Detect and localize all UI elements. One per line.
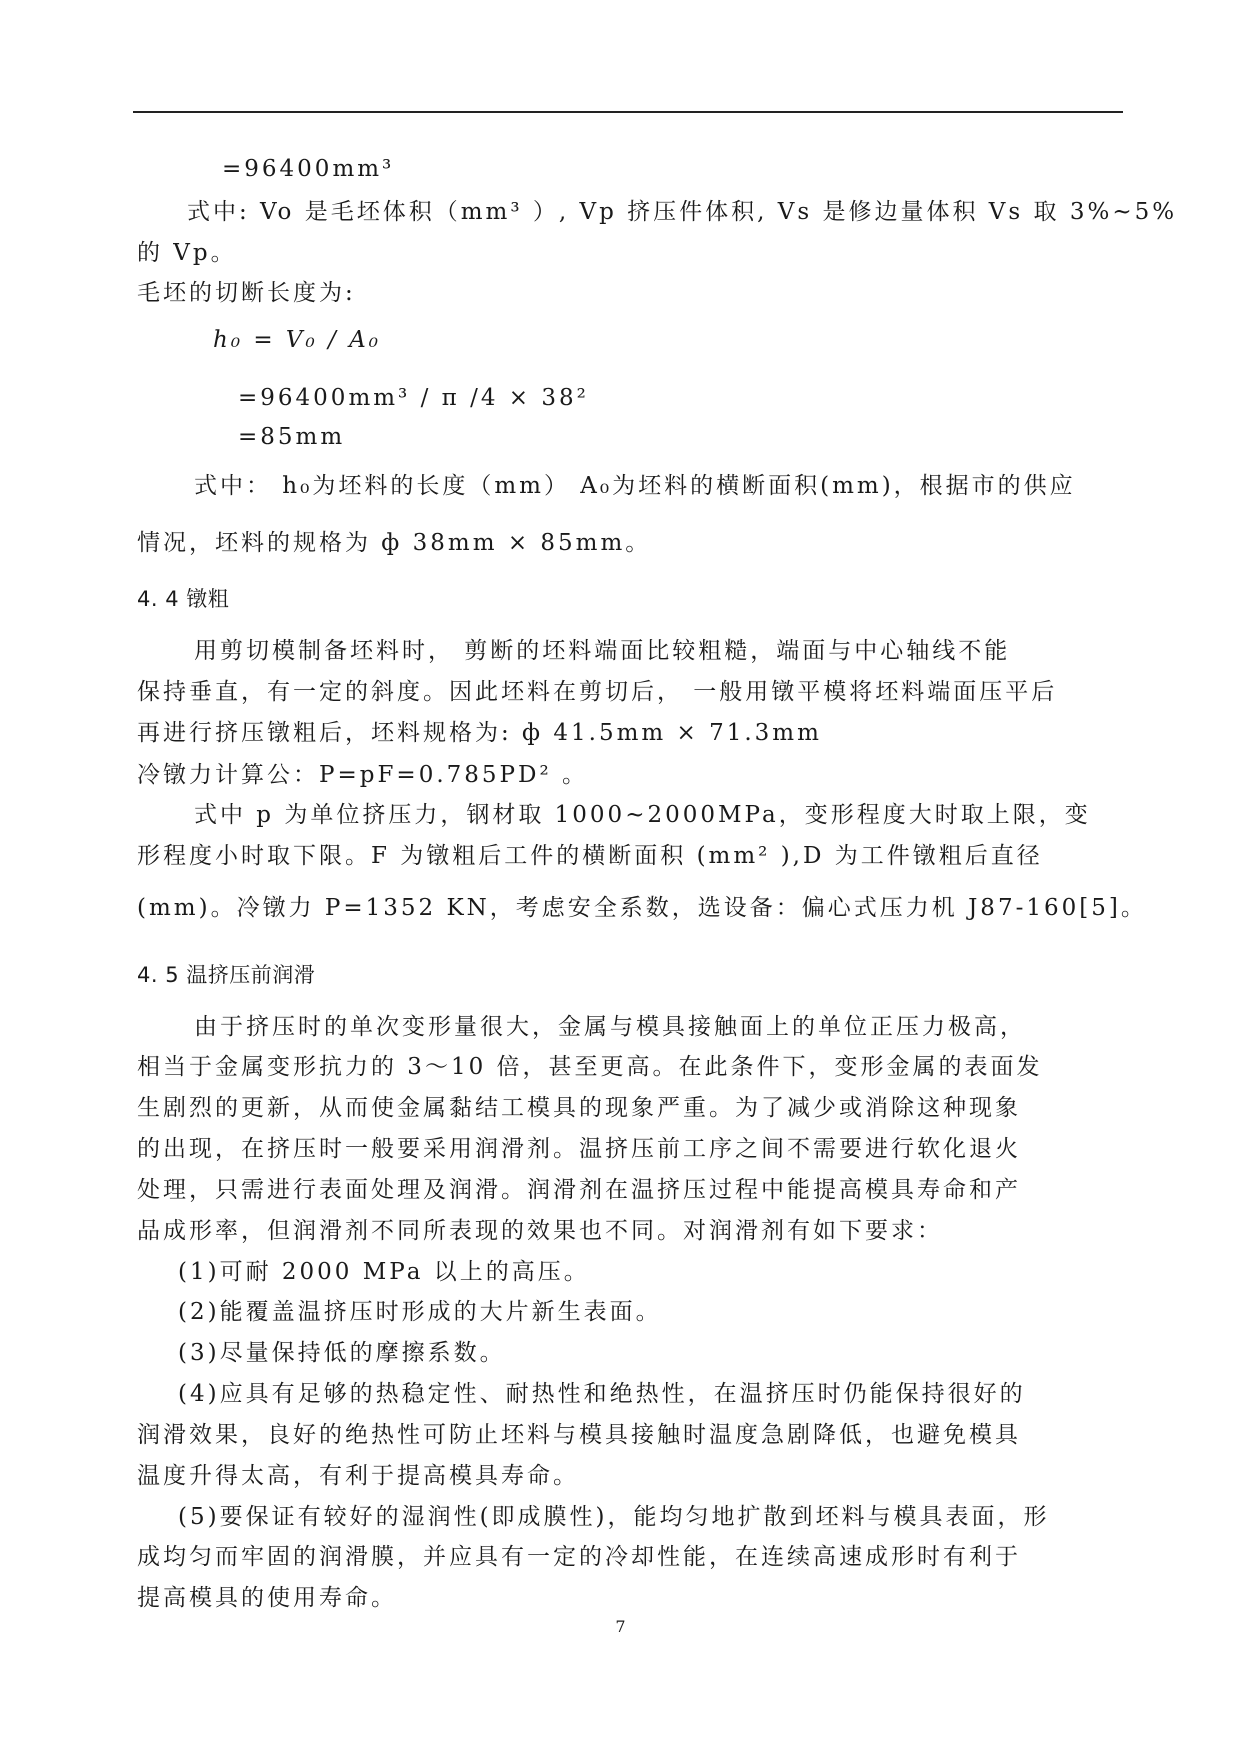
list-item: (1)可耐 2000 MPa 以上的高压。 <box>178 1259 590 1285</box>
text-line: 生剧烈的更新，从而使金属黏结工模具的现象严重。为了减少或消除这种现象 <box>137 1095 1021 1121</box>
text-line: 由于挤压时的单次变形量很大，金属与模具接触面上的单位正压力极高， <box>194 1014 1026 1040</box>
formula-line: =85mm <box>238 424 346 450</box>
list-item: (3)尽量保持低的摩擦系数。 <box>178 1340 506 1366</box>
text-line: 毛坯的切断长度为: <box>137 280 356 306</box>
formula-volume-result: =96400mm³ <box>222 156 395 182</box>
text-line: 冷镦力计算公：P=pF=0.785PD² 。 <box>137 762 588 788</box>
text-line: 相当于金属变形抗力的 3～10 倍，甚至更高。在此条件下，变形金属的表面发 <box>137 1054 1043 1080</box>
text-line: 成均匀而牢固的润滑膜，并应具有一定的冷却性能，在连续高速成形时有利于 <box>137 1544 1021 1570</box>
text-line: 再进行挤压镦粗后，坯料规格为: ф 41.5mm × 71.3mm <box>137 720 822 746</box>
text-line: 式中 p 为单位挤压力，钢材取 1000~2000MPa，变形程度大时取上限，变 <box>194 802 1091 828</box>
text-line: 温度升得太高，有利于提高模具寿命。 <box>137 1463 579 1489</box>
text-line: 提高模具的使用寿命。 <box>137 1585 397 1611</box>
text-line: 用剪切模制备坯料时， 剪断的坯料端面比较粗糙，端面与中心轴线不能 <box>194 638 1011 664</box>
section-heading-4-4: 4. 4 镦粗 <box>137 587 230 611</box>
text-line: 的出现，在挤压时一般要采用润滑剂。温挤压前工序之间不需要进行软化退火 <box>137 1136 1021 1162</box>
text-line: 的 Vp。 <box>137 240 237 266</box>
text-line: 品成形率，但润滑剂不同所表现的效果也不同。对润滑剂有如下要求： <box>137 1218 943 1244</box>
text-line: 形程度小时取下限。F 为镦粗后工件的横断面积 (mm² ),D 为工件镦粗后直径 <box>137 843 1043 869</box>
text-line: 润滑效果，良好的绝热性可防止坯料与模具接触时温度急剧降低，也避免模具 <box>137 1422 1021 1448</box>
section-heading-4-5: 4. 5 温挤压前润滑 <box>137 963 316 987</box>
text-line: 情况，坯料的规格为 ф 38mm × 85mm。 <box>137 530 652 556</box>
list-item: (2)能覆盖温挤压时形成的大片新生表面。 <box>178 1299 662 1325</box>
page-number: 7 <box>615 1617 626 1636</box>
list-item: (5)要保证有较好的湿润性(即成膜性)，能均匀地扩散到坯料与模具表面，形 <box>178 1504 1050 1530</box>
text-line: (mm)。冷镦力 P=1352 KN，考虑安全系数，选设备：偏心式压力机 J87-160[5]。 <box>137 895 1147 921</box>
text-line: 式中: Vo 是毛坯体积（mm³ ）, Vp 挤压件体积, Vs 是修边量体积 Vs 取 3%~5% <box>187 199 1178 225</box>
list-item: (4)应具有足够的热稳定性、耐热性和绝热性，在温挤压时仍能保持很好的 <box>178 1381 1026 1407</box>
formula-length: h₀ = V₀ / A₀ <box>213 327 381 353</box>
text-line: 式中： h₀为坯料的长度（mm） A₀为坯料的横断面积(mm)，根据市的供应 <box>194 473 1076 499</box>
header-rule <box>133 111 1123 113</box>
text-line: 保持垂直，有一定的斜度。因此坯料在剪切后， 一般用镦平模将坯料端面压平后 <box>137 679 1058 705</box>
formula-line: =96400mm³ / π /4 × 38² <box>238 385 589 411</box>
text-line: 处理，只需进行表面处理及润滑。润滑剂在温挤压过程中能提高模具寿命和产 <box>137 1177 1021 1203</box>
